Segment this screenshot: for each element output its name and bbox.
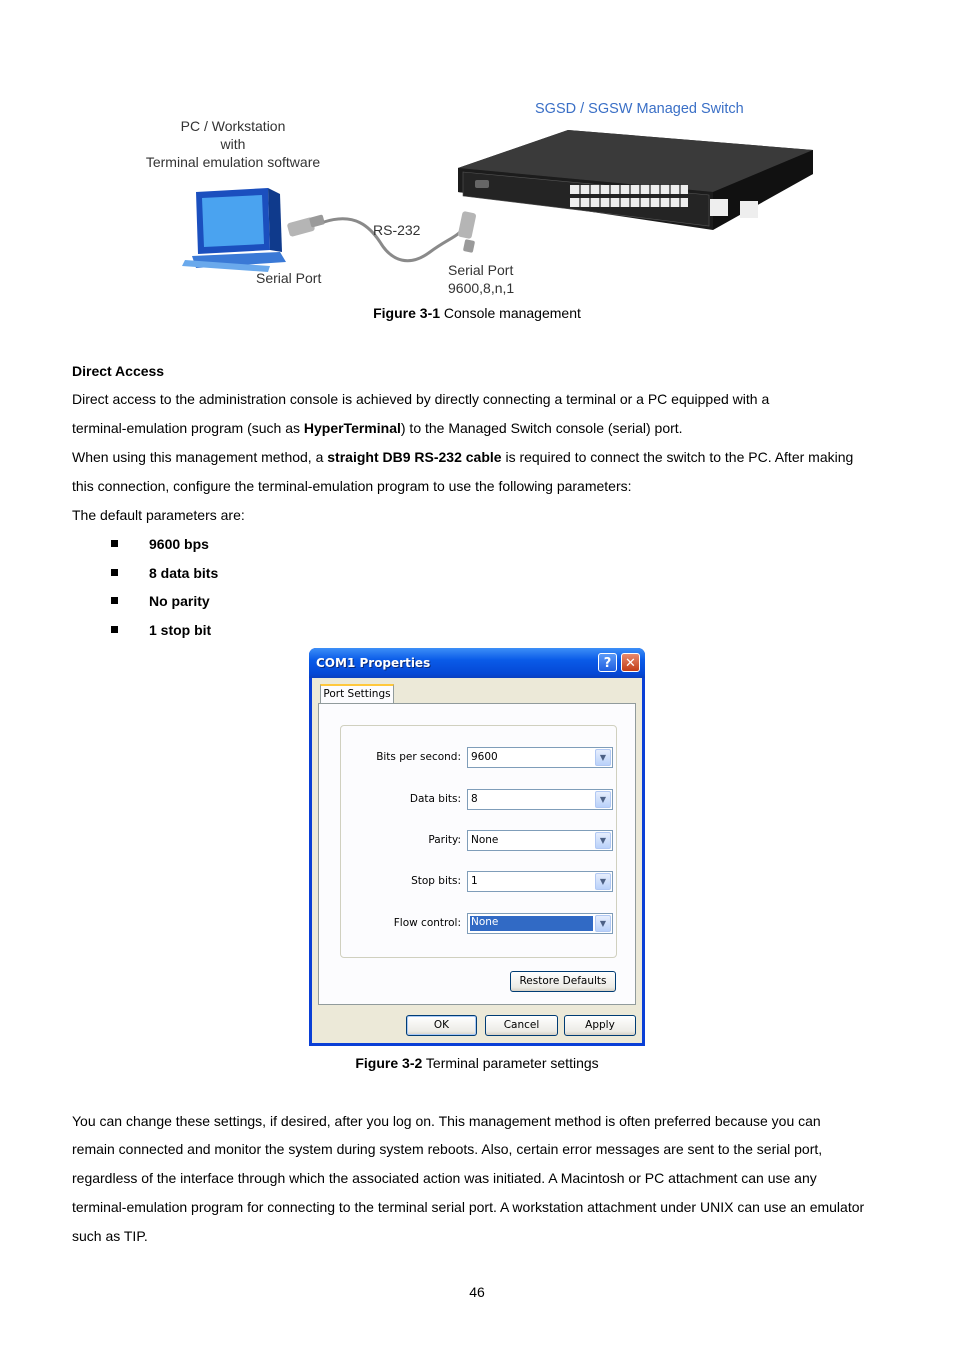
dialog-title: COM1 Properties (316, 656, 431, 670)
page-number: 46 (469, 1284, 485, 1300)
paragraph-1-line-1: Direct access to the administration console is achieved by directly connecting a terminal or a PC equipped with a (72, 391, 770, 407)
figure-1-caption-text: Console management (440, 305, 581, 321)
switch-title-label: SGSD / SGSW Managed Switch (535, 101, 744, 117)
list-item: 8 data bits (149, 565, 219, 581)
pc-label-line3: Terminal emulation software (145, 154, 321, 170)
restore-defaults-button[interactable]: Restore Defaults (510, 971, 616, 992)
parity-label: Parity: (428, 834, 461, 846)
figure-2-caption (0, 1055, 954, 1071)
pc-serial-connector-icon (287, 214, 325, 237)
close-icon[interactable]: ✕ (621, 653, 640, 672)
flow-control-label: Flow control: (393, 917, 461, 929)
data-bits-label: Data bits: (409, 793, 461, 805)
chevron-down-icon[interactable]: ▼ (595, 791, 611, 808)
flow-control-select[interactable] (467, 913, 613, 934)
com1-properties-dialog (309, 648, 645, 1046)
paragraph-1-line-2 (72, 420, 683, 437)
closing-line-2: remain connected and monitor the system during system reboots. Also, certain error messages are sent to the serial port, (72, 1141, 823, 1157)
bullet-square-icon (111, 569, 118, 576)
chevron-down-icon[interactable]: ▼ (595, 915, 611, 932)
select-value: 8 (471, 793, 478, 805)
select-value: 1 (471, 875, 478, 887)
dialog-body (312, 678, 642, 1043)
settings-group (340, 725, 617, 958)
pc-label-line2: with (220, 136, 246, 152)
figure-2-caption-bold: Figure 3-2 (355, 1055, 423, 1071)
text-run: is required to connect the switch to the PC. After making (501, 449, 854, 465)
pc-port-label: Serial Port (256, 270, 322, 286)
cable-type-bold: straight DB9 RS-232 cable (327, 449, 502, 465)
parity-select[interactable] (467, 830, 613, 851)
figure-2-caption-text: Terminal parameter settings (422, 1055, 599, 1071)
closing-line-5: such as TIP. (72, 1228, 148, 1244)
switch-port-label-line1: Serial Port (448, 262, 514, 278)
pc-label-line1: PC / Workstation (180, 118, 286, 134)
figure-1-caption (0, 305, 954, 321)
text-run: ) to the Managed Switch console (serial) port. (400, 420, 683, 436)
switch-serial-connector-icon (457, 211, 476, 253)
select-value: 9600 (471, 751, 498, 763)
section-heading: Direct Access (72, 363, 165, 379)
cancel-button[interactable]: Cancel (485, 1015, 558, 1036)
paragraph-2-line-2: this connection, configure the terminal-emulation program to use the following parameters: (72, 478, 632, 494)
bits-per-second-label: Bits per second: (376, 751, 461, 763)
select-value: None (470, 916, 593, 931)
list-item: 1 stop bit (149, 622, 212, 638)
bits-per-second-select[interactable] (467, 747, 613, 768)
stop-bits-select[interactable] (467, 871, 613, 892)
figure-1-caption-bold: Figure 3-1 (373, 305, 441, 321)
help-icon[interactable]: ? (598, 653, 617, 672)
data-bits-select[interactable] (467, 789, 613, 810)
chevron-down-icon[interactable]: ▼ (595, 873, 611, 890)
chevron-down-icon[interactable]: ▼ (595, 749, 611, 766)
console-management-figure (130, 92, 830, 307)
apply-button[interactable]: Apply (564, 1015, 636, 1036)
dialog-title-bar[interactable] (309, 648, 645, 678)
tab-port-settings[interactable]: Port Settings (320, 684, 394, 704)
port-settings-panel (318, 703, 636, 1005)
paragraph-3: The default parameters are: (72, 507, 245, 523)
switch-port-label-line2: 9600,8,n,1 (448, 280, 515, 296)
ok-button[interactable]: OK (406, 1015, 477, 1036)
bullet-square-icon (111, 597, 118, 604)
bullet-square-icon (111, 626, 118, 633)
text-run: When using this management method, a (72, 449, 328, 465)
managed-switch-icon (458, 130, 813, 230)
pc-workstation-icon (182, 188, 286, 272)
stop-bits-label: Stop bits: (411, 875, 461, 887)
select-value: None (471, 834, 499, 846)
chevron-down-icon[interactable]: ▼ (595, 832, 611, 849)
cable-label: RS-232 (373, 222, 421, 238)
paragraph-2-line-1 (72, 449, 853, 466)
closing-line-1: You can change these settings, if desired, after you log on. This management method is often preferred because you can (72, 1113, 821, 1129)
closing-line-4: terminal-emulation program for connecting to the terminal serial port. A workstation attachment under UNIX can use an emulator (72, 1199, 865, 1215)
list-item: 9600 bps (149, 536, 209, 552)
console-management-diagram (130, 92, 830, 307)
bullet-square-icon (111, 540, 118, 547)
text-run: terminal-emulation program (such as (72, 420, 304, 436)
hyperterminal-bold: HyperTerminal (303, 420, 401, 436)
list-item: No parity (149, 593, 210, 609)
closing-line-3: regardless of the interface through which the associated action was initiated. A Macintosh or PC attachment can use any (72, 1170, 817, 1186)
